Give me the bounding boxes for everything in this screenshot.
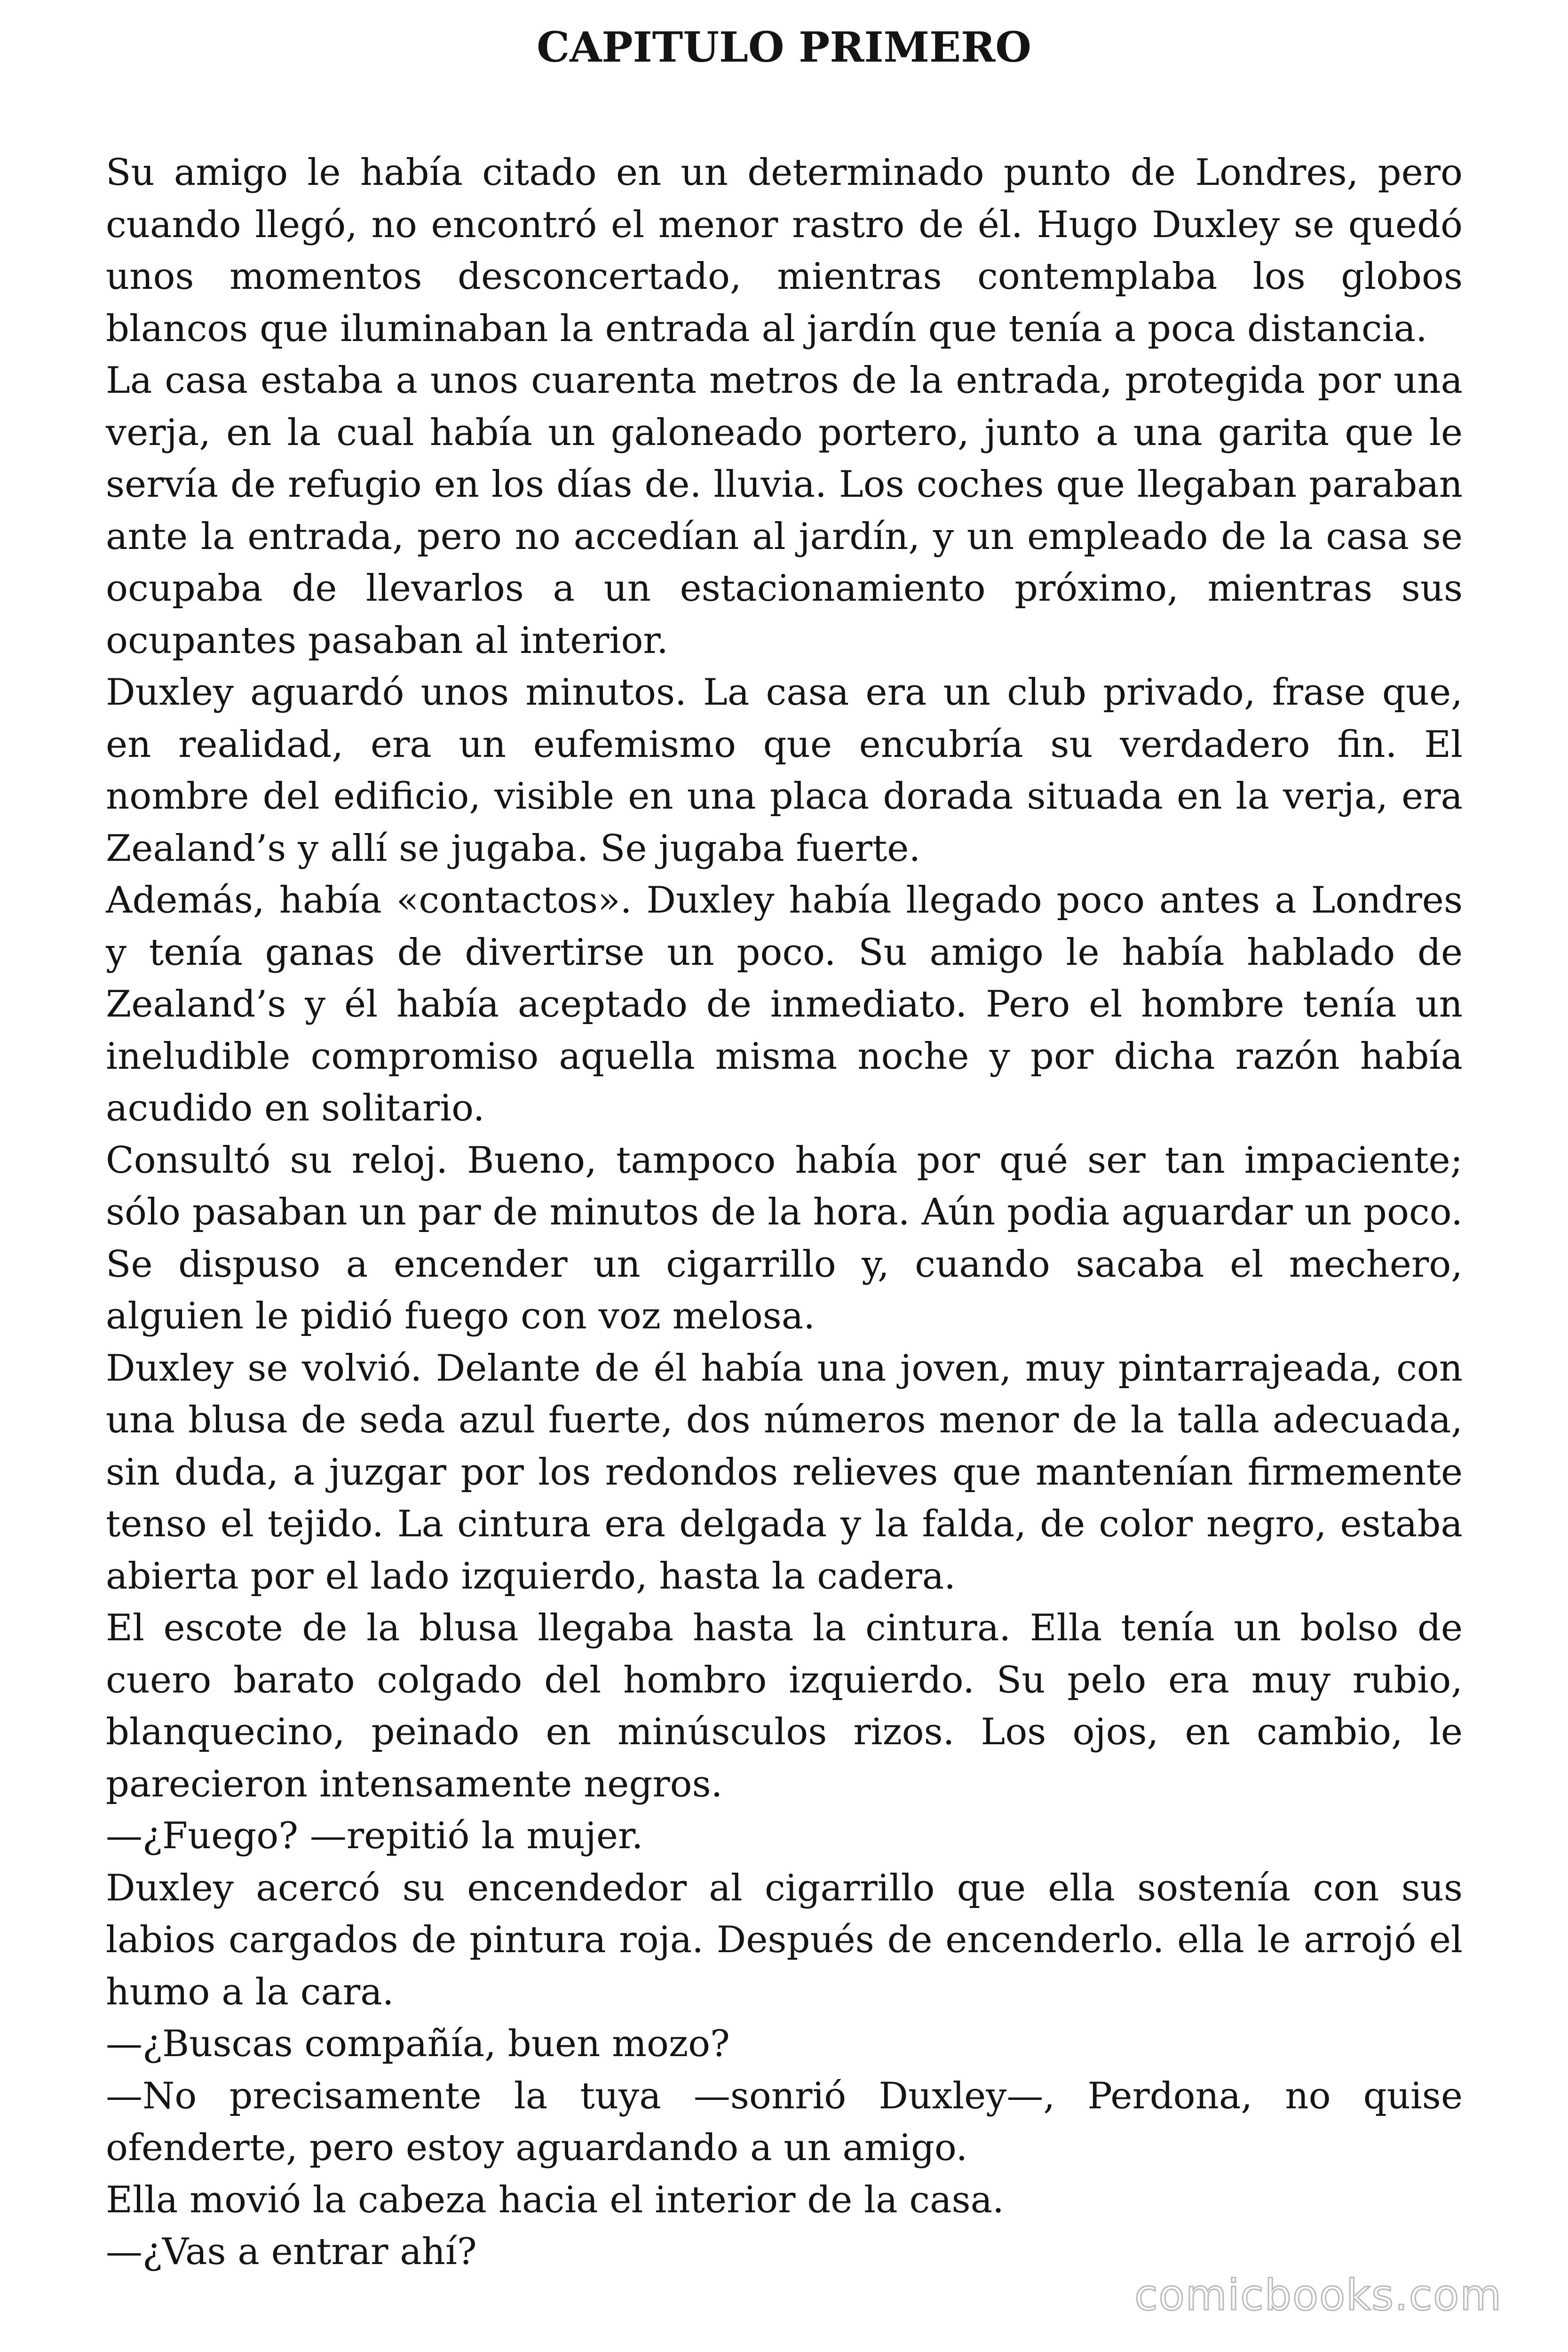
dialogue-line: —¿Buscas compañía, buen mozo? bbox=[106, 2023, 730, 2065]
paragraph: Duxley acercó su encendedor al cigarrillo que ella sostenía con sus labios cargados de pintura roja. Después de encenderlo. ella le arrojó el humo a la cara. bbox=[106, 1867, 1463, 2013]
watermark: comicbooks.com bbox=[1134, 2271, 1502, 2320]
chapter-title: CAPITULO PRIMERO bbox=[537, 23, 1031, 72]
paragraph: El escote de la blusa llegaba hasta la cintura. Ella tenía un bolso de cuero barato colgado del hombro izquierdo. Su pelo era muy rubio, blanquecino, peinado en minúsculos rizos. Los ojos, en cambio, le parecieron intensamente negros. bbox=[106, 1607, 1463, 1805]
paragraph: Además, había «contactos». Duxley había llegado poco antes a Londres y tenía ganas de divertirse un poco. Su amigo le había hablado de Zealand’s y él había aceptado de inmediato. Pero el hombre tenía un ineludible compromiso aquella misma noche y por dicha razón había acudido en solitario. bbox=[106, 879, 1463, 1129]
dialogue-line: —No precisamente la tuya —sonrió Duxley—, Perdona, no quise ofenderte, pero estoy aguardando a un amigo. bbox=[106, 2074, 1463, 2169]
paragraph: La casa estaba a unos cuarenta metros de la entrada, protegida por una verja, en la cual había un galoneado portero, junto a una garita que le servía de refugio en los días de. lluvia. Los coches que llegaban paraban ante la entrada, pero no accedían al jardín, y un empleado de la casa se ocupaba de llevarlos a un estacionamiento próximo, mientras sus ocupantes pasaban al interior. bbox=[106, 359, 1463, 662]
paragraph: Ella movió la cabeza hacia el interior de la casa. bbox=[106, 2178, 1004, 2221]
paragraph: Su amigo le había citado en un determinado punto de Londres, pero cuando llegó, no encontró el menor rastro de él. Hugo Duxley se quedó unos momentos desconcertado, mientras contemplaba los globos blancos que iluminaban la entrada al jardín que tenía a poca distancia. bbox=[106, 151, 1463, 350]
chapter-body bbox=[106, 147, 1463, 2278]
paragraph: Duxley se volvió. Delante de él había una joven, muy pintarrajeada, con una blusa de seda azul fuerte, dos números menor de la talla adecuada, sin duda, a juzgar por los redondos relieves que mantenían firmemente tenso el tejido. La cintura era delgada y la falda, de color negro, estaba abierta por el lado izquierdo, hasta la cadera. bbox=[106, 1347, 1463, 1597]
paragraph: Duxley aguardó unos minutos. La casa era un club privado, frase que, en realidad, era un eufemismo que encubría su verdadero fin. El nombre del edificio, visible en una placa dorada situada en la verja, era Zealand’s y allí se jugaba. Se jugaba fuerte. bbox=[106, 671, 1463, 870]
paragraph: Consultó su reloj. Bueno, tampoco había por qué ser tan impaciente; sólo pasaban un par de minutos de la hora. Aún podia aguardar un poco. Se dispuso a encender un cigarrillo y, cuando sacaba el mechero, alguien le pidió fuego con voz melosa. bbox=[106, 1139, 1463, 1337]
dialogue-line: —¿Vas a entrar ahí? bbox=[106, 2231, 477, 2273]
dialogue-line: —¿Fuego? —repitió la mujer. bbox=[106, 1815, 643, 1857]
